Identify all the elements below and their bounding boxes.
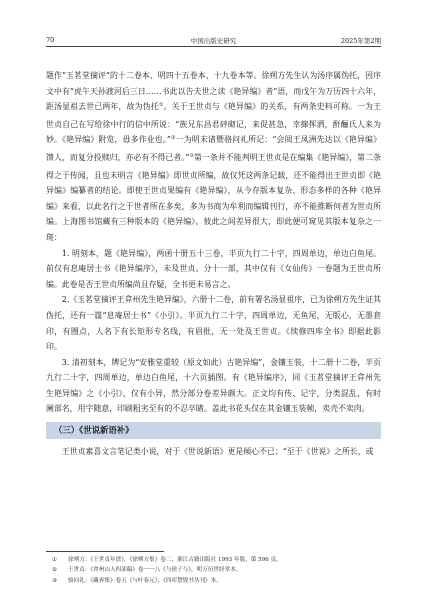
running-header (46, 36, 381, 50)
paragraph: 1. 明刻本，题《艳异编》，两函十册五十三卷，半页九行二十字，四周单边，单边白鱼尾。前仅有息庵居士书《艳异编序》，未及世贞。分十一部，其中仅有《女仙传》一卷题为王世贞所编。此卷是否王世贞所编尚且存疑，全书更未易言之。 (46, 248, 381, 289)
journal-title: 中国出版史研究 (190, 37, 237, 45)
footnote-rule (46, 551, 164, 552)
paragraph: 3. 清初刻本，牌记为“安雅堂重较（原文如此）古艳异编”，金镶玉装，十二册十二卷，半页九行二十字，四周单边，单边白鱼尾，十六页插图。有《艳异编序》，同《玉茗堂摘评王弇州先生艳异编》之《小引》，仅有小异，然分部分卷差异颇大。正文均有传、记字，分类混乱，有时阑部名，用字随意，印刷粗劣至有的不忍卒睹。盖此书花头仅在其金镶玉装帧，卖壳不卖肉。 (46, 357, 381, 414)
footnotes (46, 555, 381, 586)
paragraph: 王世贞素喜文言笔记类小说，对于《世说新语》更是倾心不已；“至于《世说》之所长，或 (61, 447, 374, 457)
main-text (46, 68, 381, 460)
footnote-ref[interactable]: ① (158, 102, 164, 109)
page-number: 70 (46, 36, 55, 44)
issue-label: 2025年第2期 (340, 37, 381, 45)
header-rule (46, 46, 381, 47)
section-heading: （三）《世说新语补》 (46, 422, 381, 439)
footnote: ③ 骆问礼：《藏弆集》卷五《与叶春元》，《四库禁毁书丛刊》本。 (52, 577, 222, 584)
footnote-ref[interactable]: ③ (189, 152, 194, 159)
paragraph: 题作“玉茗堂摘评”的十二卷本、明四十五卷本、十九卷本等。徐朔方先生认为汤序属伪托，因序文中有“虎午天孙渡河后三日……书此以告夫世之读《艳异编》者”语，而戊午为万历四十六年，距汤显祖去世已两年，故为伪托①。关于王世贞与《艳异编》的关系，有两条史料可称。一为王世贞自己在写给徐中行的信中所说：“族兄东昌君砰砌记，来促甚急，幸撺挥洒，酐酾氏人来为妙。《艳异编》附览，毋多作业也。”②一为明末诸暨骆问礼所记：“会阅王凤洲先达以《艳异编》馈人，而复分投赎归，亦必有不得已者。”③第一条并不能判明王世贞是在编集《艳异编》，第二条得之于传闻，且也未明言《艳异编》即世贞所编，故仅凭这两条记载，还不能得出王世贞即《艳异编》编纂者的结论。即使王世贞果编有《艳异编》，从今存版本复杂、形态多样的各种《艳异编》来看，以此名行之于世者所在多矣，多为书商为牟利而编辑刊行，亦不能推断何者为世贞所编。上海图书馆藏有三种版本的《艳异编》，彼此之间差异很大，即此便可窥见其版本复杂之一斑： (46, 71, 381, 242)
footnote: ① 徐朔方：《王世贞年谱》，《徐朔方集》卷二，浙江古籍出版社 1993 年版，第 596 页。 (52, 557, 282, 563)
paragraph: 2.《玉茗堂摘评王弇州先生艳异编》，六册十二卷，前有署名汤显祖序，已为徐朔方先生证其伪托，还有一篇“息庵居士书”《小引》。半页九行二十字，四周单边，无鱼尾，无版心，无墨套印，有圈点，人名下有长矩形专名线，有眉批，无一处及王世贞。《续修四库全书》即据此影印。 (46, 295, 382, 352)
footnote: ② 王世贞：《弇州山人四部稿》卷一一八《与徐子与》，明万历世经堂本。 (52, 567, 242, 574)
footnote-ref[interactable]: ② (170, 135, 176, 142)
